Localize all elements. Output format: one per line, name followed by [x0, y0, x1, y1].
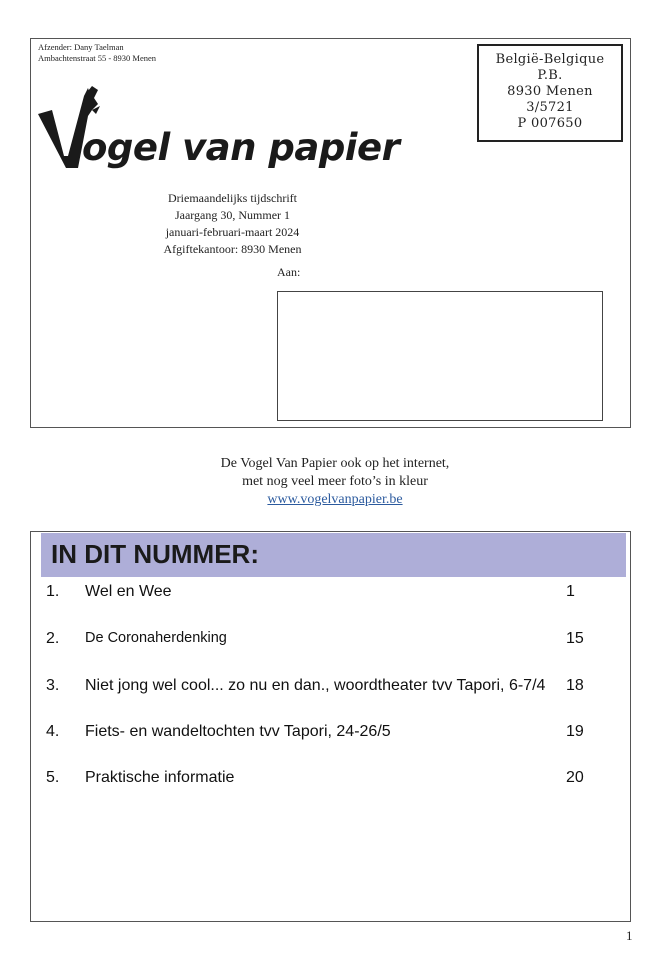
toc-title: IN DIT NUMMER: — [51, 539, 259, 569]
toc-number: 4. — [46, 723, 60, 740]
toc-number: 2. — [46, 630, 60, 647]
stamp-line: P.B. — [537, 68, 563, 83]
toc-page: 19 — [566, 723, 584, 740]
stamp-line: 3/5721 — [526, 100, 574, 115]
toc-page: 20 — [566, 769, 584, 786]
toc-page: 15 — [566, 630, 584, 647]
publication-info — [140, 190, 325, 258]
sender-street: Ambachtenstraat 55 - 8930 Menen — [38, 53, 157, 63]
meta-line: Afgiftekantoor: 8930 Menen — [163, 242, 302, 256]
toc-page: 1 — [566, 583, 575, 600]
meta-line: januari-februari-maart 2024 — [165, 225, 300, 239]
stamp-line: 8930 Menen — [507, 84, 593, 99]
toc-number: 5. — [46, 769, 60, 786]
recipient-address-box — [277, 291, 603, 421]
toc-number: 3. — [46, 677, 60, 694]
website-link[interactable]: www.vogelvanpapier.be — [267, 492, 403, 507]
toc-entry: De Coronaherdenking — [85, 630, 227, 646]
page-number: 1 — [626, 928, 633, 943]
recipient-label: Aan: — [277, 265, 301, 279]
stamp-line: P 007650 — [517, 116, 583, 131]
toc-number: 1. — [46, 583, 60, 600]
meta-line: Jaargang 30, Nummer 1 — [174, 208, 291, 222]
sender-name: Afzender: Dany Taelman — [38, 42, 124, 52]
toc-entry: Wel en Wee — [85, 583, 172, 600]
postage-stamp-box — [477, 44, 623, 142]
toc-entry: Praktische informatie — [85, 769, 235, 786]
toc-entry: Niet jong wel cool... zo nu en dan., woordtheater tvv Tapori, 6-7/4 — [85, 677, 546, 694]
toc-page: 18 — [566, 677, 584, 694]
meta-line: Driemaandelijks tijdschrift — [168, 191, 297, 205]
logo-title: ogel van papier — [82, 126, 400, 169]
website-line-2: met nog veel meer foto’s in kleur — [242, 474, 428, 489]
stamp-line: België-Belgique — [495, 52, 605, 67]
sender-address — [38, 42, 156, 64]
toc-entry: Fiets- en wandeltochten tvv Tapori, 24-26/5 — [85, 723, 391, 740]
website-notice — [0, 455, 670, 509]
website-line-1: De Vogel Van Papier ook op het internet, — [220, 456, 450, 471]
